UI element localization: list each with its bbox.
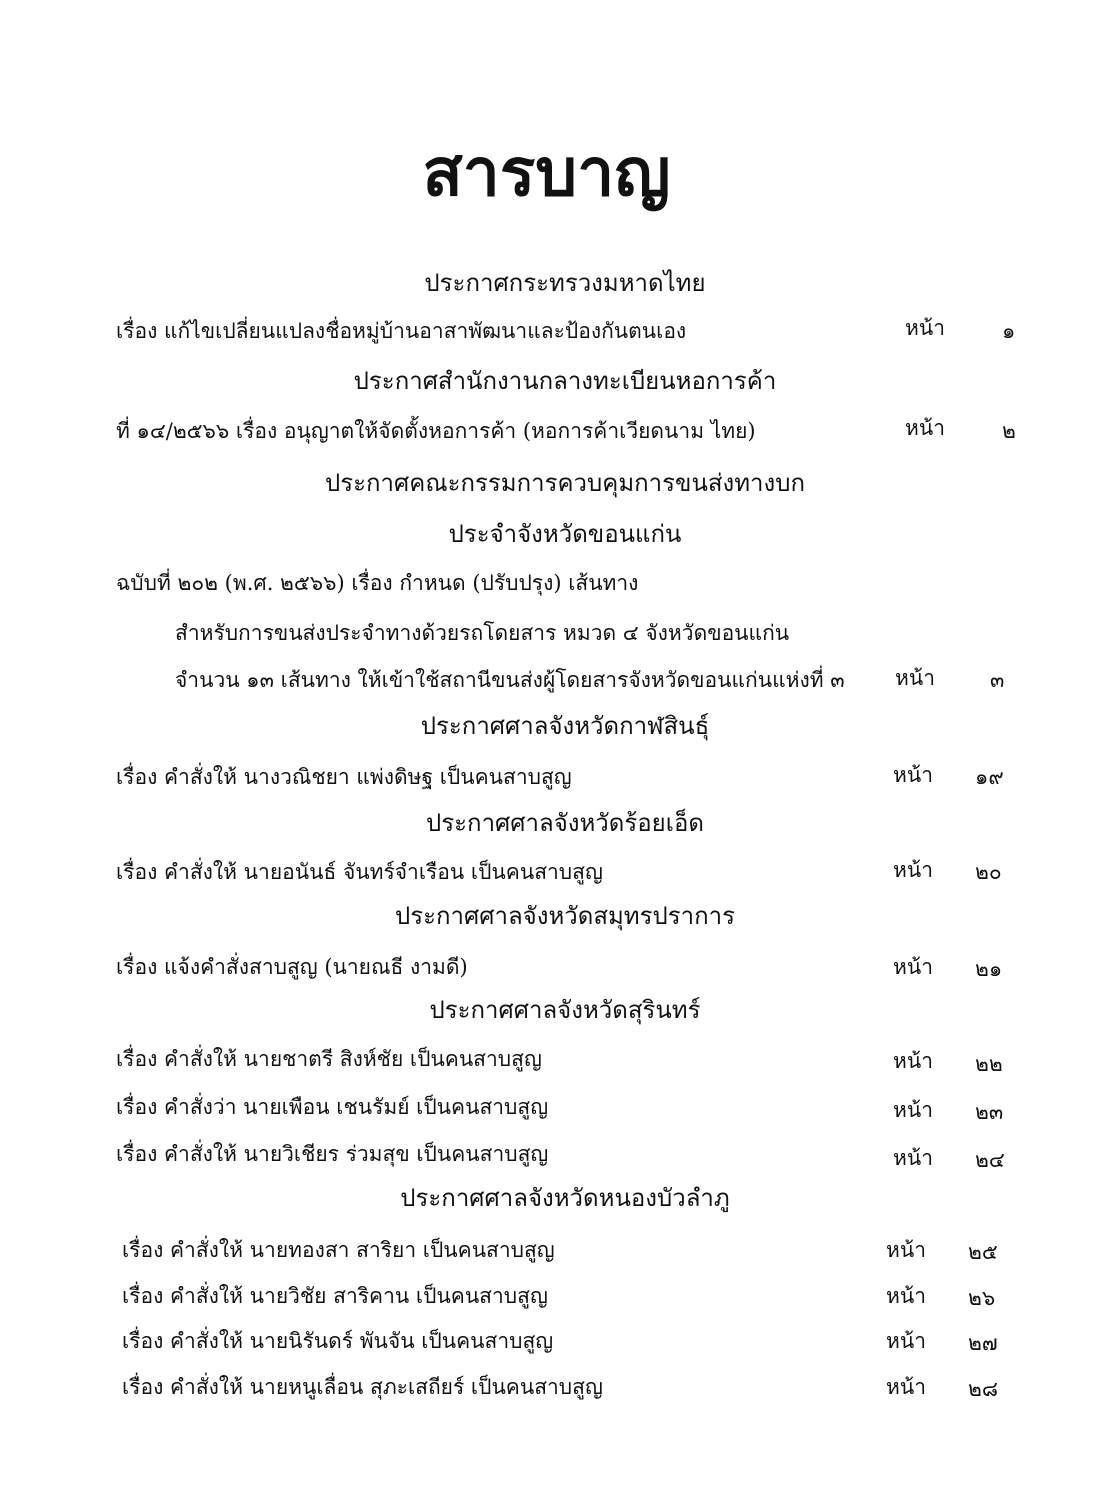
section-heading: ประกาศศาลจังหวัดสมุทรปราการ <box>394 902 736 930</box>
page-number: ๒๘ <box>968 1377 999 1401</box>
page-label: หน้า <box>893 858 933 882</box>
toc-entry: เรื่อง คำสั่งให้ นายวิเชียร ร่วมสุข เป็นคนสาบสูญ <box>116 1142 549 1166</box>
page-number: ๒ <box>1002 419 1016 443</box>
toc-entry: เรื่อง คำสั่งให้ นายวิชัย สาริคาน เป็นคนสาบสูญ <box>122 1284 548 1308</box>
page-label: หน้า <box>886 1329 926 1353</box>
toc-entry: เรื่อง คำสั่งให้ นายหนูเลื่อน สุภะเสถียร์ เป็นคนสาบสูญ <box>122 1375 603 1399</box>
section-heading: ประกาศกระทรวงมหาดไทย <box>424 269 706 297</box>
page-number: ๒๕ <box>968 1240 998 1264</box>
page-number: ๒๔ <box>975 1148 1005 1172</box>
page-number: ๑ <box>1002 319 1016 343</box>
section-heading: ประกาศสำนักงานกลางทะเบียนหอการค้า <box>353 367 777 395</box>
toc-entry: เรื่อง คำสั่งให้ นายชาตรี สิงห์ชัย เป็นคนสาบสูญ <box>116 1047 542 1071</box>
page-label: หน้า <box>893 1098 933 1122</box>
toc-entry: เรื่อง คำสั่งให้ นายอนันธ์ จันทร์จำเรือน เป็นคนสาบสูญ <box>116 860 603 884</box>
page-number: ๓ <box>990 668 1005 692</box>
page-number: ๒๖ <box>968 1286 996 1310</box>
toc-entry: ที่ ๑๔/๒๕๖๖ เรื่อง อนุญาตให้จัดตั้งหอการค้า (หอการค้าเวียดนาม ไทย) <box>116 419 756 443</box>
toc-entry: เรื่อง คำสั่งให้ นายทองสา สาริยา เป็นคนสาบสูญ <box>122 1238 555 1262</box>
toc-entry: เรื่อง คำสั่งให้ นางวณิชยา แพ่งดิษฐ เป็นคนสาบสูญ <box>116 765 572 789</box>
section-heading: ประกาศคณะกรรมการควบคุมการขนส่งทางบก <box>325 469 805 497</box>
page-label: หน้า <box>893 1049 933 1073</box>
section-heading-line-2: ประจำจังหวัดขอนแก่น <box>448 520 682 548</box>
page-label: หน้า <box>893 1146 933 1170</box>
page-number: ๒๓ <box>975 1100 1004 1124</box>
page-label: หน้า <box>895 666 935 690</box>
page-number: ๒๗ <box>968 1331 998 1355</box>
page-label: หน้า <box>905 316 945 340</box>
page-label: หน้า <box>893 955 933 979</box>
section-heading: ประกาศศาลจังหวัดร้อยเอ็ด <box>426 809 704 837</box>
page-label: หน้า <box>886 1375 926 1399</box>
toc-entry: เรื่อง คำสั่งว่า นายเพือน เชนรัมย์ เป็นคนสาบสูญ <box>116 1095 549 1119</box>
page-number: ๒๑ <box>975 957 1003 981</box>
page-number: ๒๐ <box>975 860 1002 884</box>
page-label: หน้า <box>905 416 945 440</box>
section-heading: ประกาศศาลจังหวัดสุรินทร์ <box>429 996 701 1024</box>
page-label: หน้า <box>893 763 933 787</box>
section-heading: ประกาศศาลจังหวัดหนองบัวลำภู <box>400 1184 730 1212</box>
page-number: ๒๒ <box>975 1052 1003 1076</box>
toc-entry-line: สำหรับการขนส่งประจำทางด้วยรถโดยสาร หมวด ๔ จังหวัดขอนแก่น <box>175 621 790 645</box>
page-label: หน้า <box>886 1238 926 1262</box>
page-number: ๑๙ <box>975 765 1004 789</box>
toc-entry-line: จำนวน ๑๓ เส้นทาง ให้เข้าใช้สถานีขนส่งผู้โดยสารจังหวัดขอนแก่นแห่งที่ ๓ <box>175 668 845 692</box>
page-label: หน้า <box>886 1284 926 1308</box>
toc-entry: เรื่อง คำสั่งให้ นายนิรันดร์ พันจัน เป็นคนสาบสูญ <box>122 1329 554 1353</box>
toc-entry: เรื่อง แจ้งคำสั่งสาบสูญ (นายณธี งามดี) <box>116 955 468 979</box>
page-title: สารบาญ <box>422 134 671 211</box>
toc-entry: เรื่อง แก้ไขเปลี่ยนแปลงชื่อหมู่บ้านอาสาพัฒนาและป้องกันตนเอง <box>116 319 687 343</box>
toc-entry-line: ฉบับที่ ๒๐๒ (พ.ศ. ๒๕๖๖) เรื่อง กำหนด (ปรับปรุง) เส้นทาง <box>116 571 639 595</box>
section-heading: ประกาศศาลจังหวัดกาฬสินธุ์ <box>420 712 710 740</box>
